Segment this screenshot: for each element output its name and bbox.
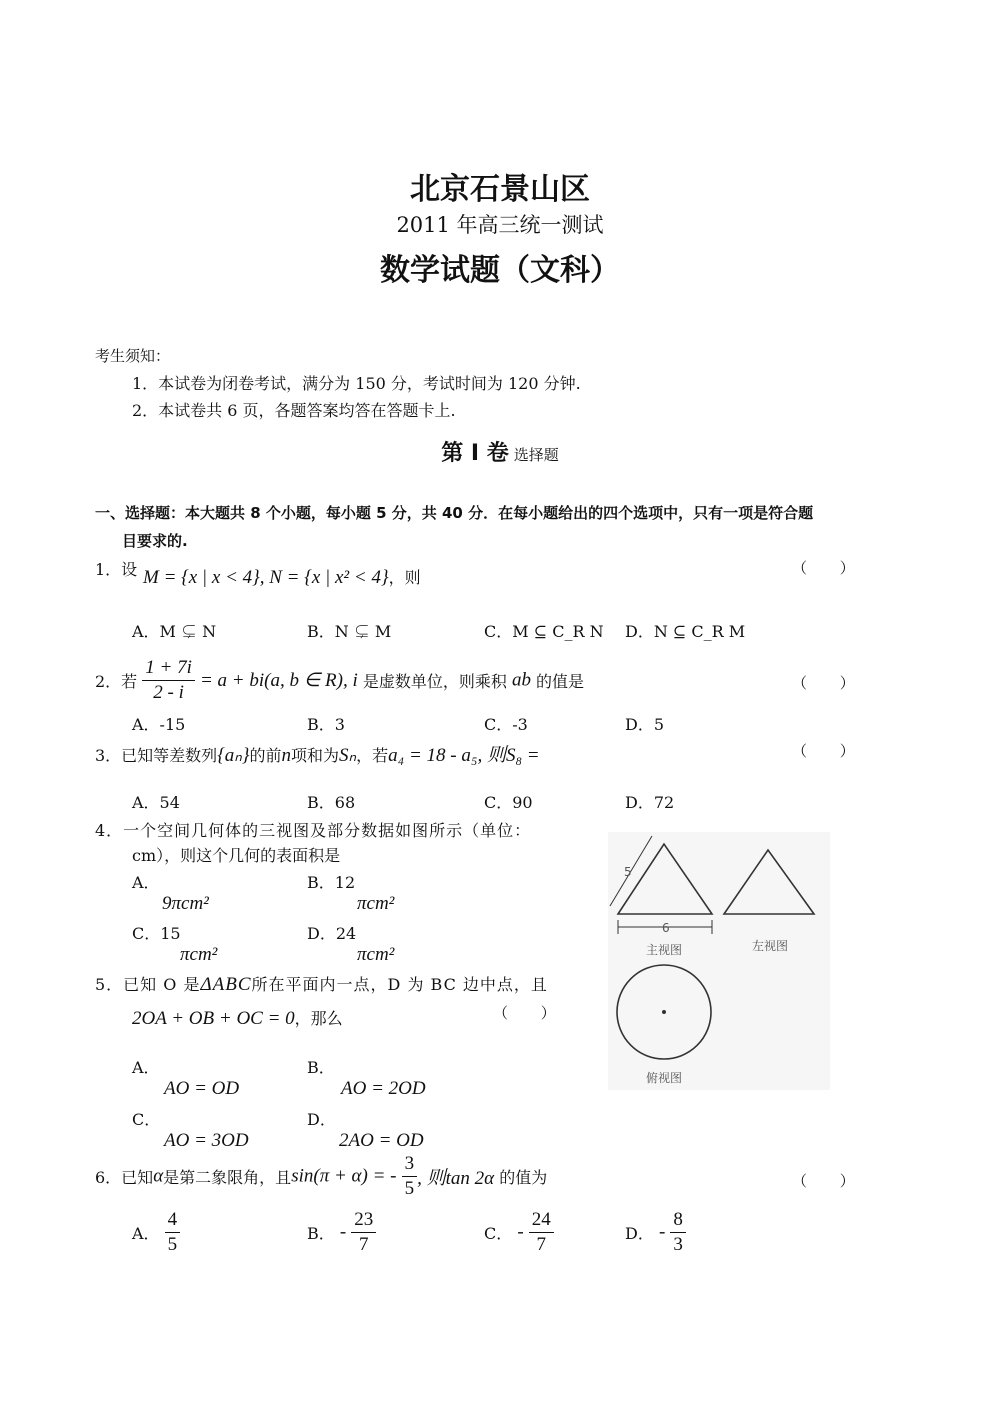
- fraction: [529, 1208, 554, 1257]
- part-subtitle: 选择题: [513, 446, 559, 464]
- option-d: [307, 1107, 424, 1152]
- option-c: C．90: [484, 793, 533, 812]
- part-title: 第 I 卷: [441, 441, 509, 466]
- fraction-numerator: 23: [351, 1208, 376, 1233]
- question-text: 的前: [249, 746, 282, 765]
- math-variable: ab: [511, 669, 531, 691]
- question-text: 项和为: [290, 746, 339, 765]
- three-view-figure: [608, 832, 830, 1090]
- fraction: [142, 656, 195, 705]
- section-instructions-cont: 目要求的.: [122, 532, 188, 550]
- question-text: 6．已知: [95, 1168, 154, 1187]
- option-label: C．: [132, 1110, 161, 1129]
- option-value: AO = OD: [164, 1078, 240, 1099]
- option-a: A．54: [132, 793, 180, 812]
- math-expression: ΔABC: [200, 974, 252, 995]
- option-a: [132, 1055, 239, 1100]
- answer-paren: （ ）: [493, 1004, 570, 1022]
- option-a: [132, 1208, 180, 1257]
- option-label: D．: [625, 1224, 654, 1243]
- option-sign: -: [339, 1221, 347, 1243]
- fraction-numerator: 3: [402, 1152, 418, 1177]
- option-b: [307, 1208, 376, 1257]
- fraction: [670, 1208, 686, 1257]
- label-base-length: 6: [662, 921, 670, 935]
- question-5: [95, 972, 548, 996]
- option-value: πcm²: [180, 944, 218, 965]
- option-value: AO = 3OD: [164, 1130, 249, 1151]
- option-sign: -: [658, 1221, 666, 1243]
- question-1-expr: [143, 565, 421, 589]
- option-label: A．: [132, 1224, 160, 1243]
- question-number: 1．设: [95, 560, 138, 579]
- math-expression: a₄ = 18 - a₅, 则S₈ =: [388, 745, 540, 766]
- fraction-denominator: 3: [673, 1234, 683, 1255]
- math-expression: {aₙ}: [217, 745, 250, 766]
- exam-title: 数学试题（文科）: [380, 253, 620, 288]
- option-c: [132, 1107, 249, 1152]
- notice-item: 1．本试卷为闭卷考试，满分为 150 分，考试时间为 120 分钟.: [132, 374, 581, 393]
- fraction-numerator: 4: [165, 1208, 181, 1233]
- option-d: D．72: [625, 793, 675, 812]
- option-label: B．: [307, 1058, 335, 1077]
- math-expression: M = {x | x < 4}, N = {x | x² < 4}: [143, 567, 389, 588]
- fraction-numerator: 24: [529, 1208, 554, 1233]
- fraction-denominator: 2 - i: [153, 682, 184, 703]
- circle-center-dot: [662, 1010, 666, 1014]
- part-heading: [0, 436, 1000, 467]
- option-label: B．: [307, 1224, 335, 1243]
- question-text: 的值为: [499, 1168, 548, 1187]
- fraction-denominator: 5: [404, 1178, 415, 1199]
- option-c: C．-3: [484, 715, 528, 734]
- math-expression: , 则tan 2α: [417, 1168, 495, 1189]
- front-view-triangle: [618, 844, 712, 914]
- question-4: 4．一个空间几何体的三视图及部分数据如图所示（单位：: [95, 821, 532, 840]
- fraction: [402, 1152, 418, 1201]
- question-2: [95, 656, 584, 705]
- option-b: [307, 870, 394, 915]
- option-label: C．15: [132, 924, 181, 943]
- option-label: C．: [484, 1224, 513, 1243]
- math-variable: α: [153, 1165, 164, 1187]
- question-text: ，那么: [294, 1009, 343, 1028]
- left-view-triangle: [724, 850, 814, 914]
- fraction-numerator: 1 + 7i: [142, 656, 195, 681]
- question-text: ，若: [356, 746, 389, 765]
- question-text: ，则: [388, 568, 421, 587]
- notice-heading: 考生须知：: [95, 347, 171, 365]
- option-b: B．3: [307, 715, 345, 734]
- question-text: 是虚数单位，则乘积: [362, 672, 507, 691]
- question-text: 的值是: [536, 672, 585, 691]
- page-subtitle: 2011 年高三统一测试: [396, 213, 604, 237]
- option-c: [484, 1208, 554, 1257]
- option-a: A．-15: [132, 715, 186, 734]
- option-b: B．68: [307, 793, 356, 812]
- option-value: πcm²: [357, 944, 395, 965]
- question-4-cont: cm），则这个几何的表面积是: [132, 846, 341, 865]
- top-view-caption: 俯视图: [646, 1071, 683, 1085]
- notice-item: 2．本试卷共 6 页，各题答案均答在答题卡上.: [132, 401, 456, 420]
- math-expression: = a + bi(a, b ∈ R), i: [199, 670, 358, 691]
- question-6: [95, 1152, 547, 1201]
- fraction-numerator: 8: [670, 1208, 686, 1233]
- section-instructions: 一、选择题：本大题共 8 个小题，每小题 5 分，共 40 分．在每小题给出的四个选项中，只有一项是符合题: [95, 504, 814, 522]
- option-a: A．M ⊊ N: [132, 622, 217, 641]
- fraction-denominator: 7: [536, 1234, 547, 1255]
- label-side-length: 5: [624, 865, 632, 879]
- option-b: B．N ⊊ M: [307, 622, 392, 641]
- option-d: D．N ⊆ C_R M: [625, 622, 746, 641]
- page-title: 北京石景山区: [410, 172, 590, 207]
- option-value: 2AO = OD: [339, 1130, 424, 1151]
- option-c: [132, 921, 217, 966]
- question-text: 3．已知等差数列: [95, 746, 218, 765]
- option-a: [132, 870, 209, 915]
- option-sign: -: [517, 1221, 524, 1243]
- option-value: AO = 2OD: [341, 1078, 426, 1099]
- option-label: D．: [307, 1110, 336, 1129]
- three-view-drawing: [608, 832, 830, 1090]
- front-view-caption: 主视图: [646, 943, 683, 957]
- fraction-denominator: 5: [167, 1234, 178, 1255]
- question-5-expr: [132, 1006, 343, 1030]
- math-expression: 2OA + OB + OC = 0: [132, 1008, 295, 1029]
- option-c: C．M ⊆ C_R N: [484, 622, 604, 641]
- math-variable: Sₙ: [339, 745, 357, 766]
- answer-paren: （ ）: [792, 742, 869, 760]
- option-d: D．5: [625, 715, 665, 734]
- question-text: 所在平面内一点，D 为 BC 边中点，且: [251, 975, 548, 994]
- question-1: [95, 557, 137, 580]
- option-label: B．12: [307, 873, 356, 892]
- fraction: [165, 1208, 181, 1257]
- answer-paren: （ ）: [792, 1172, 869, 1190]
- question-text: 5．已知 O 是: [95, 975, 201, 994]
- option-value: 9πcm²: [162, 893, 209, 914]
- math-variable: n: [281, 745, 291, 766]
- option-value: πcm²: [357, 893, 395, 914]
- option-b: [307, 1055, 426, 1100]
- option-label: A．: [132, 873, 160, 892]
- question-3: [95, 740, 540, 767]
- option-label: D．24: [307, 924, 357, 943]
- fraction-denominator: 7: [359, 1234, 369, 1255]
- fraction: [351, 1208, 376, 1257]
- question-text: 是第二象限角，且: [163, 1168, 292, 1187]
- left-view-caption: 左视图: [752, 939, 789, 953]
- math-expression: sin(π + α) = -: [291, 1165, 397, 1187]
- question-number: 2．若: [95, 672, 138, 691]
- option-d: [625, 1208, 686, 1257]
- option-d: [307, 921, 394, 966]
- answer-paren: （ ）: [792, 559, 869, 577]
- answer-paren: （ ）: [792, 674, 869, 692]
- option-label: A．: [132, 1058, 160, 1077]
